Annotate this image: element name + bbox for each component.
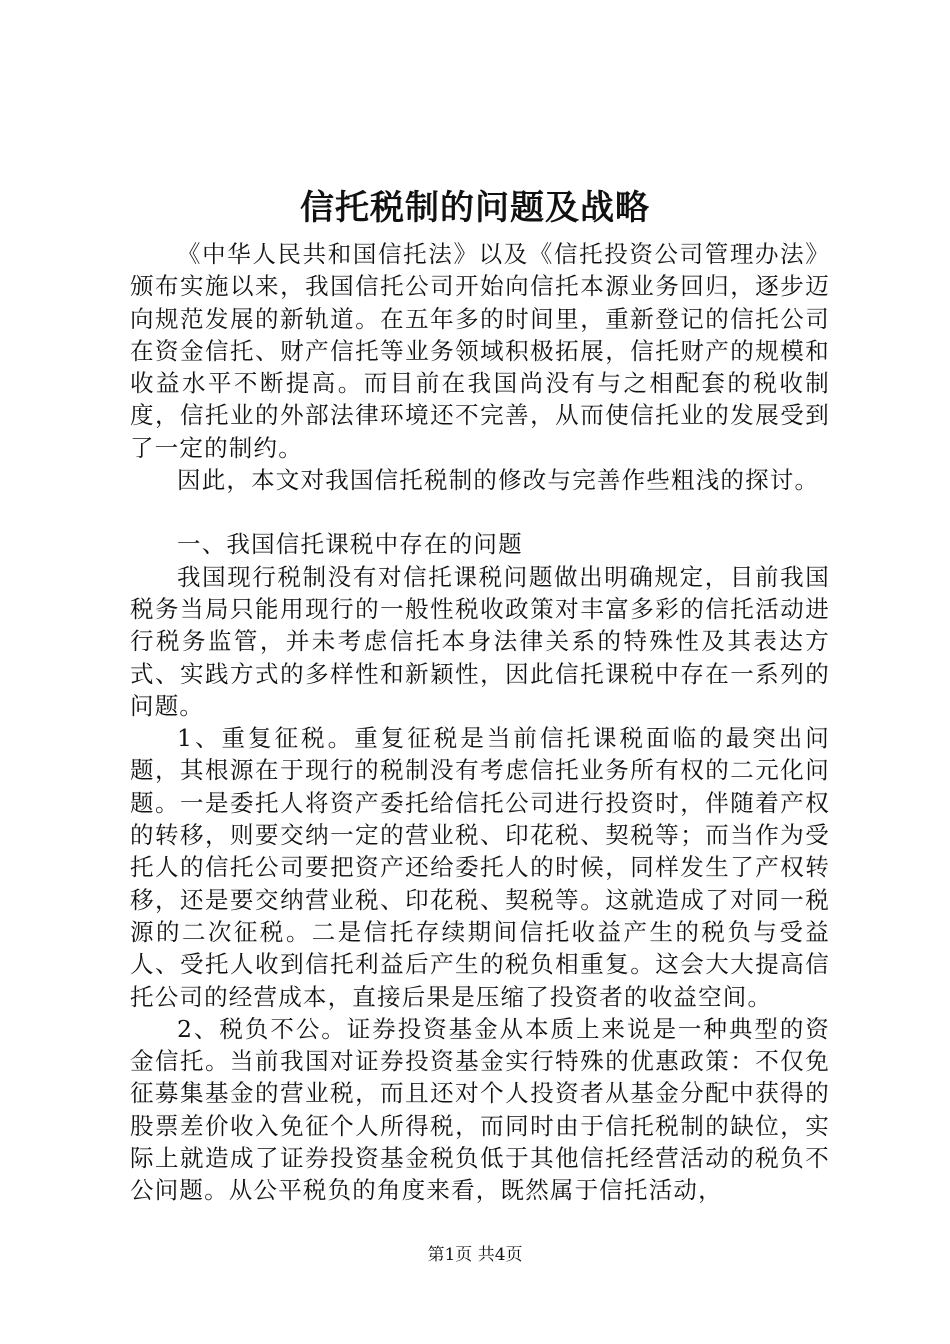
paragraph-tax-unfairness: 2、税负不公。证券投资基金从本质上来说是一种典型的资金信托。当前我国对证券投资基金实行特殊的优惠政策：不仅免征募集基金的营业税，而且还对个人投资者从基金分配中获得的股票差价收入免征个人所得税，而同时由于信托税制的缺位，实际上就造成了证券投资基金税负低于其他信托经营活动的税负不公问题。从公平税负的角度来看，既然属于信托活动，: [130, 1014, 830, 1205]
paragraph-intro: 《中华人民共和国信托法》以及《信托投资公司管理办法》颁布实施以来，我国信托公司开始向信托本源业务回归，逐步迈向规范发展的新轨道。在五年多的时间里，重新登记的信托公司在资金信托、财产信托等业务领域积极拓展，信托财产的规模和收益水平不断提高。而目前在我国尚没有与之相配套的税收制度，信托业的外部法律环境还不完善，从而使信托业的发展受到了一定的制约。: [130, 240, 830, 462]
page-footer: 第1页 共4页: [427, 1245, 523, 1265]
section-heading: 一、我国信托课税中存在的问题: [177, 530, 523, 559]
document-body: [130, 238, 830, 1207]
paragraph-purpose: 因此，本文对我国信托税制的修改与完善作些粗浅的探讨。: [177, 466, 820, 495]
document-title: 信托税制的问题及战略: [300, 188, 650, 228]
paragraph-overview: 我国现行税制没有对信托课税问题做出明确规定，目前我国税务当局只能用现行的一般性税收政策对丰富多彩的信托活动进行税务监管，并未考虑信托本身法律关系的特殊性及其表达方式、实践方式的多样性和新颖性，因此信托课税中存在一系列的问题。: [130, 562, 830, 720]
paragraph-double-taxation: 1、重复征税。重复征税是当前信托课税面临的最突出问题，其根源在于现行的税制没有考虑信托业务所有权的二元化问题。一是委托人将资产委托给信托公司进行投资时，伴随着产权的转移，则要交纳一定的营业税、印花税、契税等；而当作为受托人的信托公司要把资产还给委托人的时候，同样发生了产权转移，还是要交纳营业税、印花税、契税等。这就造成了对同一税源的二次征税。二是信托存续期间信托收益产生的税负与受益人、受托人收到信托利益后产生的税负相重复。这会大大提高信托公司的经营成本，直接后果是压缩了投资者的收益空间。: [130, 724, 830, 1011]
